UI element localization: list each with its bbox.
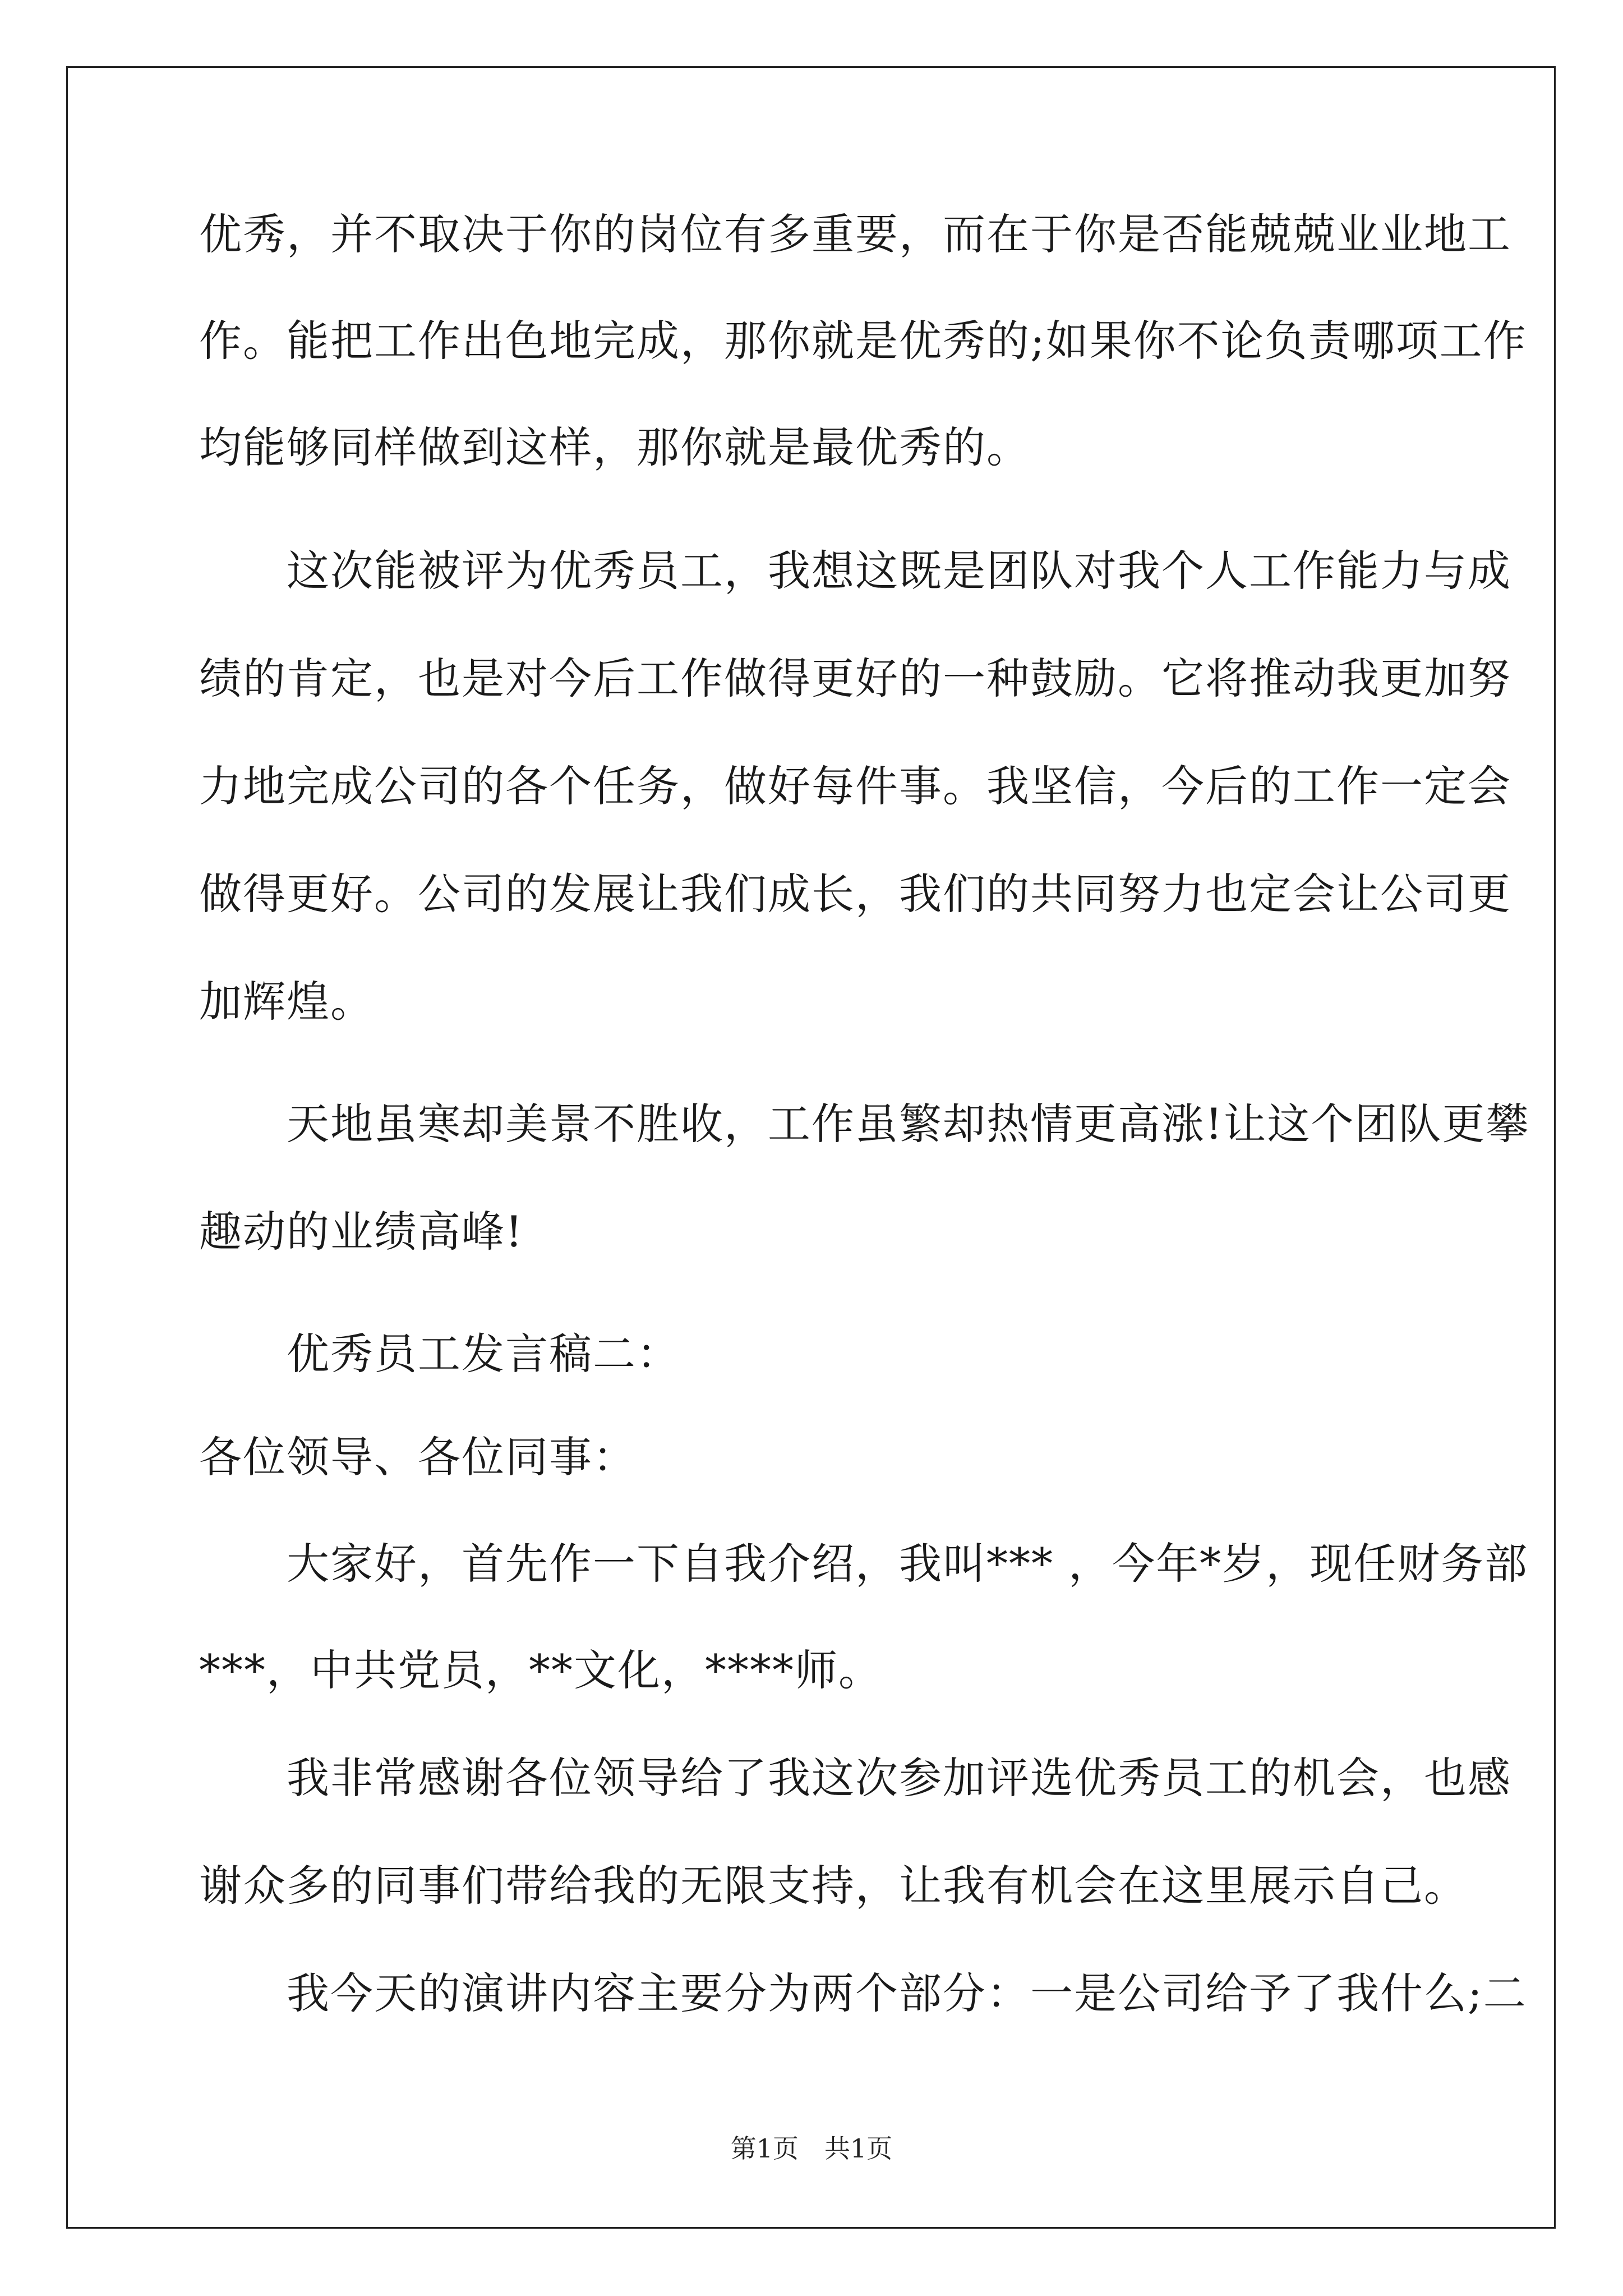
text-line: 加辉煌。 xyxy=(199,977,374,1027)
text-line: 做得更好。公司的发展让我们成长，我们的共同努力也定会让公司更 xyxy=(199,869,1511,919)
text-line: 趣动的业绩高峰! xyxy=(199,1207,524,1257)
text-line: ***，中共党员，**文化，****师。 xyxy=(199,1645,882,1695)
text-line: 力地完成公司的各个任务，做好每件事。我坚信，今后的工作一定会 xyxy=(199,761,1511,811)
text-line: 这次能被评为优秀员工，我想这既是团队对我个人工作能力与成 xyxy=(199,546,1511,596)
text-line: 优秀，并不取决于你的岗位有多重要，而在于你是否能兢兢业业地工 xyxy=(199,209,1511,259)
text-line: 均能够同样做到这样，那你就是最优秀的。 xyxy=(199,422,1030,472)
text-line: 我非常感谢各位领导给了我这次参加评选优秀员工的机会，也感 xyxy=(199,1753,1511,1803)
text-line: 大家好，首先作一下自我介绍，我叫*** ，今年*岁，现任财务部 xyxy=(199,1539,1529,1589)
text-line: 绩的肯定，也是对今后工作做得更好的一种鼓励。它将推动我更加努 xyxy=(199,654,1511,703)
text-line: 谢众多的同事们带给我的无限支持，让我有机会在这里展示自己。 xyxy=(199,1861,1468,1911)
text-line: 我今天的演讲内容主要分为两个部分：一是公司给予了我什么;二 xyxy=(199,1968,1527,2018)
page-number-footer: 第1页 共1页 xyxy=(730,2133,893,2164)
text-line: 各位领导、各位同事： xyxy=(199,1432,637,1482)
text-line: 天地虽寒却美景不胜收，工作虽繁却热情更高涨!让这个团队更攀 xyxy=(199,1099,1530,1149)
text-line: 优秀员工发言稿二： xyxy=(199,1329,680,1379)
text-line: 作。能把工作出色地完成，那你就是优秀的;如果你不论负责哪项工作 xyxy=(199,316,1527,366)
